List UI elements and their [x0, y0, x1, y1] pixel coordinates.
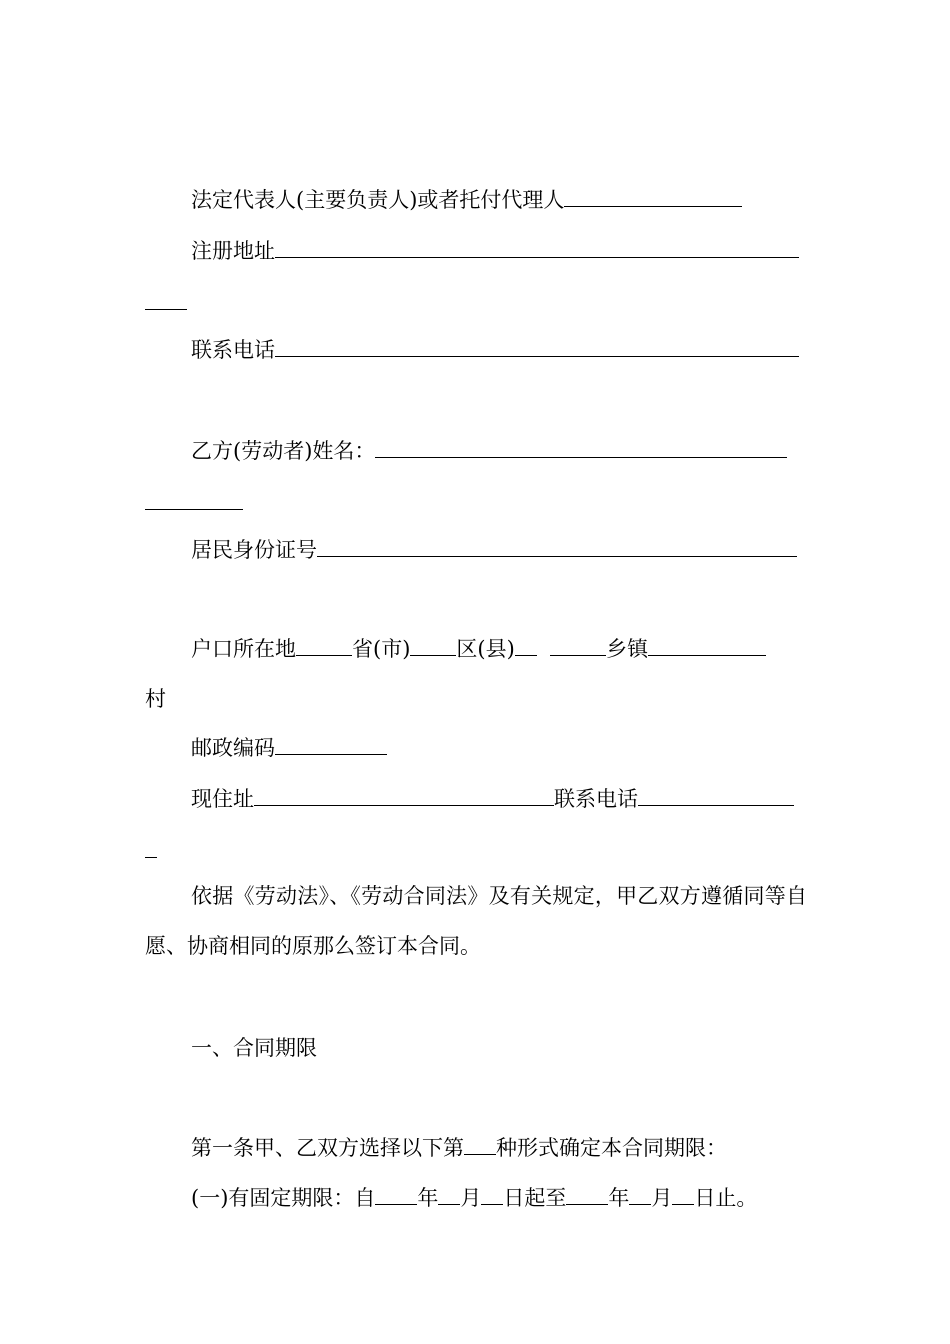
article-1-suffix: 种形式确定本合同期限： — [496, 1136, 727, 1160]
village-blank[interactable] — [648, 635, 766, 656]
current-phone-label: 联系电话 — [554, 787, 638, 811]
end-day-blank[interactable] — [672, 1184, 694, 1205]
end-month-label: 月 — [651, 1186, 673, 1210]
start-month-label: 月 — [460, 1186, 482, 1210]
article-1-blank[interactable] — [464, 1134, 496, 1155]
current-phone-blank-continued[interactable] — [145, 837, 157, 858]
party-b-name-blank[interactable] — [375, 437, 787, 458]
option-1-label: (一)有固定期限：自 — [191, 1186, 376, 1210]
hukou-label: 户口所在地 — [191, 637, 296, 661]
legal-rep-label: 法定代表人(主要负责人)或者托付代理人 — [191, 188, 565, 212]
end-month-blank[interactable] — [629, 1184, 651, 1205]
id-line — [145, 535, 807, 565]
id-label: 居民身份证号 — [191, 538, 317, 562]
start-year-blank[interactable] — [375, 1184, 417, 1205]
start-day-label: 日起至 — [503, 1186, 567, 1210]
current-address-line — [145, 784, 807, 814]
current-phone-blank[interactable] — [638, 785, 794, 806]
hukou-line — [145, 634, 807, 664]
party-b-name-blank-continued[interactable] — [145, 489, 243, 510]
address-line-continued — [145, 288, 807, 318]
postcode-blank[interactable] — [275, 734, 387, 755]
current-address-label: 现住址 — [191, 787, 254, 811]
legal-rep-blank[interactable] — [564, 186, 742, 207]
start-month-blank[interactable] — [438, 1184, 460, 1205]
preamble-paragraph: 依据《劳动法》、《劳动合同法》及有关规定，甲乙双方遵循同等自愿、协商相同的原那么签订本合同。 — [145, 884, 807, 958]
start-day-blank[interactable] — [481, 1184, 503, 1205]
address-line — [145, 236, 807, 266]
town-blank-a[interactable] — [515, 635, 537, 656]
party-b-name-line — [145, 436, 807, 466]
address-blank-continued[interactable] — [145, 289, 187, 310]
village-line — [145, 684, 807, 714]
start-year-label: 年 — [417, 1186, 439, 1210]
legal-rep-line — [145, 185, 807, 215]
district-label: 区(县) — [456, 637, 515, 661]
end-year-label: 年 — [608, 1186, 630, 1210]
party-b-name-label: 乙方(劳动者)姓名： — [191, 439, 376, 463]
address-blank[interactable] — [275, 237, 799, 258]
article-1-line — [145, 1133, 807, 1163]
id-blank[interactable] — [317, 536, 797, 557]
village-label: 村 — [145, 687, 166, 711]
section-1-heading-text: 一、合同期限 — [191, 1036, 317, 1060]
section-1-heading — [145, 1033, 807, 1063]
postcode-line — [145, 733, 807, 763]
current-phone-line-continued — [145, 836, 807, 866]
article-1-prefix: 第一条甲、乙双方选择以下第 — [191, 1136, 464, 1160]
current-address-blank[interactable] — [254, 785, 554, 806]
end-day-label: 日止。 — [694, 1186, 758, 1210]
phone-a-line — [145, 335, 807, 365]
option-1-line — [145, 1183, 807, 1213]
town-label: 乡镇 — [606, 637, 649, 661]
town-blank-b[interactable] — [550, 635, 606, 656]
province-blank[interactable] — [296, 635, 352, 656]
province-label: 省(市) — [352, 637, 411, 661]
postcode-label: 邮政编码 — [191, 736, 275, 760]
address-label: 注册地址 — [191, 239, 275, 263]
phone-a-label: 联系电话 — [191, 338, 275, 362]
end-year-blank[interactable] — [566, 1184, 608, 1205]
district-blank[interactable] — [410, 635, 456, 656]
phone-a-blank[interactable] — [275, 336, 799, 357]
party-b-name-line-continued — [145, 488, 807, 518]
